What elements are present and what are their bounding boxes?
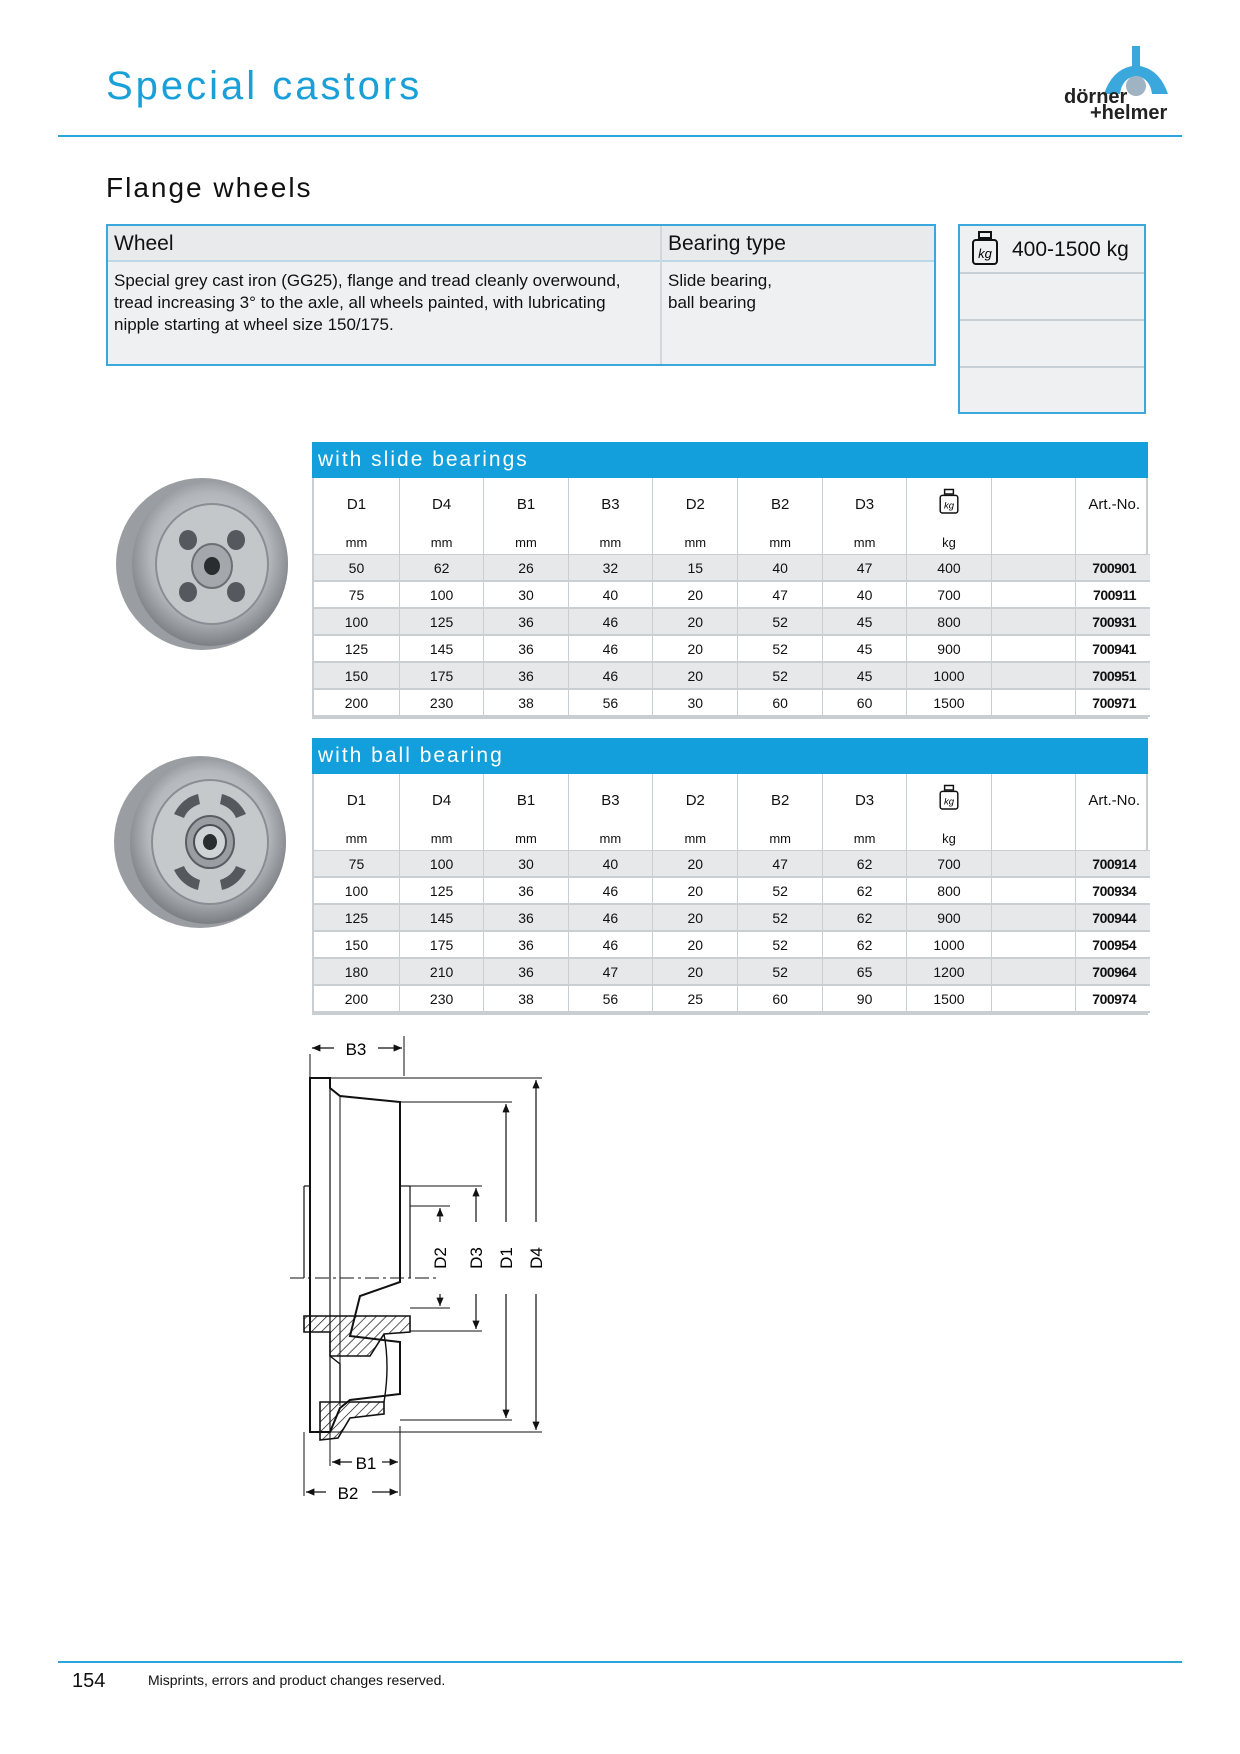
table-cell: 30 [484, 851, 568, 878]
table-cell: 150 [314, 931, 399, 958]
col-header [991, 478, 1075, 530]
table-cell: 52 [738, 931, 822, 958]
table-cell [991, 985, 1075, 1012]
col-header: Art.-No. [1088, 495, 1140, 513]
article-number-cell: 700934 [1076, 877, 1150, 904]
table-cell: 400 [907, 555, 991, 582]
dim-label-b2: B2 [337, 1484, 359, 1503]
col-header: B3 [568, 774, 652, 826]
table-cell: 125 [399, 608, 483, 635]
table-cell: 36 [484, 931, 568, 958]
table-cell: 1000 [907, 662, 991, 689]
table-cell: 200 [314, 689, 399, 716]
table-cell: 800 [907, 877, 991, 904]
table-cell: 60 [738, 985, 822, 1012]
ball-table-body [314, 851, 1150, 1013]
table-cell: 25 [653, 985, 738, 1012]
table-row [314, 662, 1150, 689]
table-cell [991, 904, 1075, 931]
article-number-cell: 700914 [1076, 851, 1150, 878]
logo-text-1: dörner [1064, 86, 1128, 108]
load-row-empty [960, 319, 1144, 368]
table-cell: 20 [653, 958, 738, 985]
table-row [314, 581, 1150, 608]
col-header: B3 [568, 478, 652, 530]
col-header: D4 [399, 478, 483, 530]
dim-label-d3: D3 [467, 1247, 486, 1269]
col-header: B1 [484, 478, 568, 530]
table-cell: 38 [484, 689, 568, 716]
table-cell: 46 [568, 904, 652, 931]
table-header-row [314, 774, 1150, 826]
table-cell: 230 [399, 689, 483, 716]
table-cell: 65 [822, 958, 906, 985]
table-cell [991, 958, 1075, 985]
unit-cell: mm [568, 530, 652, 555]
table-cell: 40 [568, 851, 652, 878]
table-cell: 20 [653, 877, 738, 904]
unit-cell: mm [484, 530, 568, 555]
table-cell: 45 [822, 608, 906, 635]
table-cell: 47 [738, 851, 822, 878]
units-row [314, 530, 1150, 555]
table-cell: 46 [568, 608, 652, 635]
col-header: B2 [738, 774, 822, 826]
unit-cell: mm [738, 826, 822, 851]
unit-cell: mm [738, 530, 822, 555]
table-cell: 50 [314, 555, 399, 582]
table-cell: 60 [738, 689, 822, 716]
col-header: D2 [653, 478, 738, 530]
table-cell: 32 [568, 555, 652, 582]
table-cell: 52 [738, 608, 822, 635]
table-cell: 36 [484, 904, 568, 931]
table-cell: 90 [822, 985, 906, 1012]
table-cell: 900 [907, 635, 991, 662]
table-row [314, 555, 1150, 582]
info-divider [660, 226, 662, 364]
table-cell: 45 [822, 635, 906, 662]
ball-bearing-table [312, 738, 1148, 1015]
load-capacity-box [958, 224, 1146, 414]
table-cell: 56 [568, 689, 652, 716]
table-cell: 700 [907, 581, 991, 608]
unit-cell: kg [907, 826, 991, 851]
table-header-row [314, 478, 1150, 530]
table-cell: 45 [822, 662, 906, 689]
table-cell: 150 [314, 662, 399, 689]
table-cell: 52 [738, 662, 822, 689]
unit-cell: mm [653, 530, 738, 555]
table-cell: 800 [907, 608, 991, 635]
table-cell: 47 [568, 958, 652, 985]
dim-label-d1: D1 [497, 1247, 516, 1269]
weight-kg-icon [970, 230, 1000, 268]
table-cell: 100 [314, 877, 399, 904]
col-header [991, 774, 1075, 826]
table-row [314, 985, 1150, 1012]
unit-cell: mm [399, 530, 483, 555]
table-cell: 125 [314, 635, 399, 662]
load-range: 400-1500 kg [1012, 238, 1129, 261]
table-cell: 47 [822, 555, 906, 582]
table-row [314, 608, 1150, 635]
unit-cell [991, 826, 1075, 851]
svg-text:kg: kg [943, 796, 954, 808]
table-cell: 36 [484, 958, 568, 985]
table-cell: 52 [738, 958, 822, 985]
table-cell: 230 [399, 985, 483, 1012]
table-cell: 56 [568, 985, 652, 1012]
load-row [960, 226, 1144, 274]
ball-data-grid [314, 774, 1150, 1013]
article-number-cell: 700954 [1076, 931, 1150, 958]
col-header: D4 [399, 774, 483, 826]
dim-label-d4: D4 [527, 1247, 546, 1269]
unit-cell [1076, 530, 1150, 555]
table-cell: 1500 [907, 985, 991, 1012]
table-cell: 20 [653, 635, 738, 662]
table-cell: 46 [568, 877, 652, 904]
bearing-type-label: Bearing type [668, 232, 786, 255]
article-number-cell: 700951 [1076, 662, 1150, 689]
table-cell: 30 [484, 581, 568, 608]
slide-bearing-wheel-image [112, 476, 292, 652]
table-cell: 62 [822, 877, 906, 904]
table-cell [991, 662, 1075, 689]
table-cell: 40 [738, 555, 822, 582]
table-cell: 36 [484, 662, 568, 689]
col-header-load [907, 774, 991, 826]
table-cell: 40 [568, 581, 652, 608]
table-cell [991, 635, 1075, 662]
table-cell: 1500 [907, 689, 991, 716]
table-cell: 20 [653, 931, 738, 958]
table-cell: 20 [653, 851, 738, 878]
page-number: 154 [72, 1670, 106, 1692]
dim-label-b3: B3 [345, 1040, 367, 1059]
company-logo [1060, 44, 1180, 126]
svg-text:kg: kg [943, 500, 954, 512]
table-row [314, 635, 1150, 662]
table-cell: 62 [822, 904, 906, 931]
col-header: D1 [314, 478, 399, 530]
article-number-cell: 700901 [1076, 555, 1150, 582]
load-row-empty [960, 272, 1144, 321]
logo-text-2: +helmer [1090, 102, 1168, 124]
table-cell: 36 [484, 635, 568, 662]
footer-note: Misprints, errors and product changes reserved. [148, 1672, 446, 1688]
slide-table-title: with slide bearings [312, 442, 1148, 478]
table-cell: 145 [399, 904, 483, 931]
unit-cell: kg [907, 530, 991, 555]
table-cell [991, 581, 1075, 608]
article-number-cell: 700941 [1076, 635, 1150, 662]
col-header-load [907, 478, 991, 530]
table-cell: 40 [822, 581, 906, 608]
table-cell: 62 [822, 931, 906, 958]
unit-cell: mm [314, 530, 399, 555]
table-cell: 75 [314, 581, 399, 608]
table-cell: 47 [738, 581, 822, 608]
unit-cell: mm [568, 826, 652, 851]
table-cell: 145 [399, 635, 483, 662]
table-cell: 20 [653, 581, 738, 608]
table-cell [991, 931, 1075, 958]
table-row [314, 904, 1150, 931]
svg-text:kg: kg [978, 246, 992, 261]
table-cell: 900 [907, 904, 991, 931]
table-cell: 20 [653, 608, 738, 635]
col-header: D3 [822, 774, 906, 826]
header-rule [58, 135, 1182, 137]
table-cell: 36 [484, 608, 568, 635]
unit-cell: mm [484, 826, 568, 851]
article-number-cell: 700971 [1076, 689, 1150, 716]
table-cell: 46 [568, 662, 652, 689]
footer-rule [58, 1661, 1182, 1663]
unit-cell: mm [653, 826, 738, 851]
table-cell [991, 877, 1075, 904]
article-number-cell: 700911 [1076, 581, 1150, 608]
table-cell: 52 [738, 635, 822, 662]
table-cell [991, 689, 1075, 716]
unit-cell: mm [822, 826, 906, 851]
table-cell: 30 [653, 689, 738, 716]
weight-kg-icon [938, 488, 960, 516]
unit-cell: mm [314, 826, 399, 851]
table-cell: 62 [822, 851, 906, 878]
article-number-cell: 700964 [1076, 958, 1150, 985]
table-cell: 1000 [907, 931, 991, 958]
units-row [314, 826, 1150, 851]
slide-data-grid [314, 478, 1150, 717]
info-header [108, 226, 934, 262]
table-cell: 15 [653, 555, 738, 582]
info-box [106, 224, 936, 366]
table-cell: 46 [568, 931, 652, 958]
table-cell [991, 851, 1075, 878]
slide-bearings-table [312, 442, 1148, 719]
table-cell: 52 [738, 904, 822, 931]
table-cell: 175 [399, 931, 483, 958]
col-header: B2 [738, 478, 822, 530]
table-cell: 36 [484, 877, 568, 904]
table-cell [991, 555, 1075, 582]
unit-cell: mm [399, 826, 483, 851]
table-row [314, 689, 1150, 716]
article-number-cell: 700931 [1076, 608, 1150, 635]
article-number-cell: 700974 [1076, 985, 1150, 1012]
col-header: B1 [484, 774, 568, 826]
col-header: D2 [653, 774, 738, 826]
col-header: D3 [822, 478, 906, 530]
weight-kg-icon [938, 784, 960, 812]
table-cell: 52 [738, 877, 822, 904]
table-cell: 210 [399, 958, 483, 985]
wheel-label: Wheel [114, 232, 174, 255]
table-cell: 700 [907, 851, 991, 878]
table-cell: 200 [314, 985, 399, 1012]
unit-cell: mm [822, 530, 906, 555]
table-cell: 175 [399, 662, 483, 689]
table-cell: 38 [484, 985, 568, 1012]
slide-table-body [314, 555, 1150, 717]
dim-label-d2: D2 [431, 1247, 450, 1269]
table-cell: 1200 [907, 958, 991, 985]
dim-label-b1: B1 [355, 1454, 377, 1473]
ball-bearing-wheel-image [112, 754, 292, 930]
unit-cell [1076, 826, 1150, 851]
table-cell: 125 [314, 904, 399, 931]
table-cell: 20 [653, 904, 738, 931]
table-cell: 60 [822, 689, 906, 716]
page-title: Special castors [106, 64, 423, 108]
table-cell: 100 [314, 608, 399, 635]
table-cell: 20 [653, 662, 738, 689]
table-row [314, 931, 1150, 958]
table-cell: 100 [399, 581, 483, 608]
wheel-description: Special grey cast iron (GG25), flange and tread cleanly overwound, tread increasing 3° to the axle, all wheels painted, with lubricating nipple starting at wheel size 150/175. [114, 271, 621, 334]
col-header: Art.-No. [1088, 791, 1140, 809]
table-cell: 180 [314, 958, 399, 985]
bearing-description: Slide bearing, ball bearing [668, 271, 772, 312]
unit-cell [991, 530, 1075, 555]
table-cell: 62 [399, 555, 483, 582]
ball-table-title: with ball bearing [312, 738, 1148, 774]
table-cell: 75 [314, 851, 399, 878]
col-header: D1 [314, 774, 399, 826]
table-cell: 125 [399, 877, 483, 904]
table-row [314, 958, 1150, 985]
table-cell: 46 [568, 635, 652, 662]
table-cell [991, 608, 1075, 635]
table-row [314, 877, 1150, 904]
wheel-cross-section-drawing [290, 1026, 590, 1516]
article-number-cell: 700944 [1076, 904, 1150, 931]
table-cell: 100 [399, 851, 483, 878]
table-row [314, 851, 1150, 878]
table-cell: 26 [484, 555, 568, 582]
section-title: Flange wheels [106, 172, 313, 203]
